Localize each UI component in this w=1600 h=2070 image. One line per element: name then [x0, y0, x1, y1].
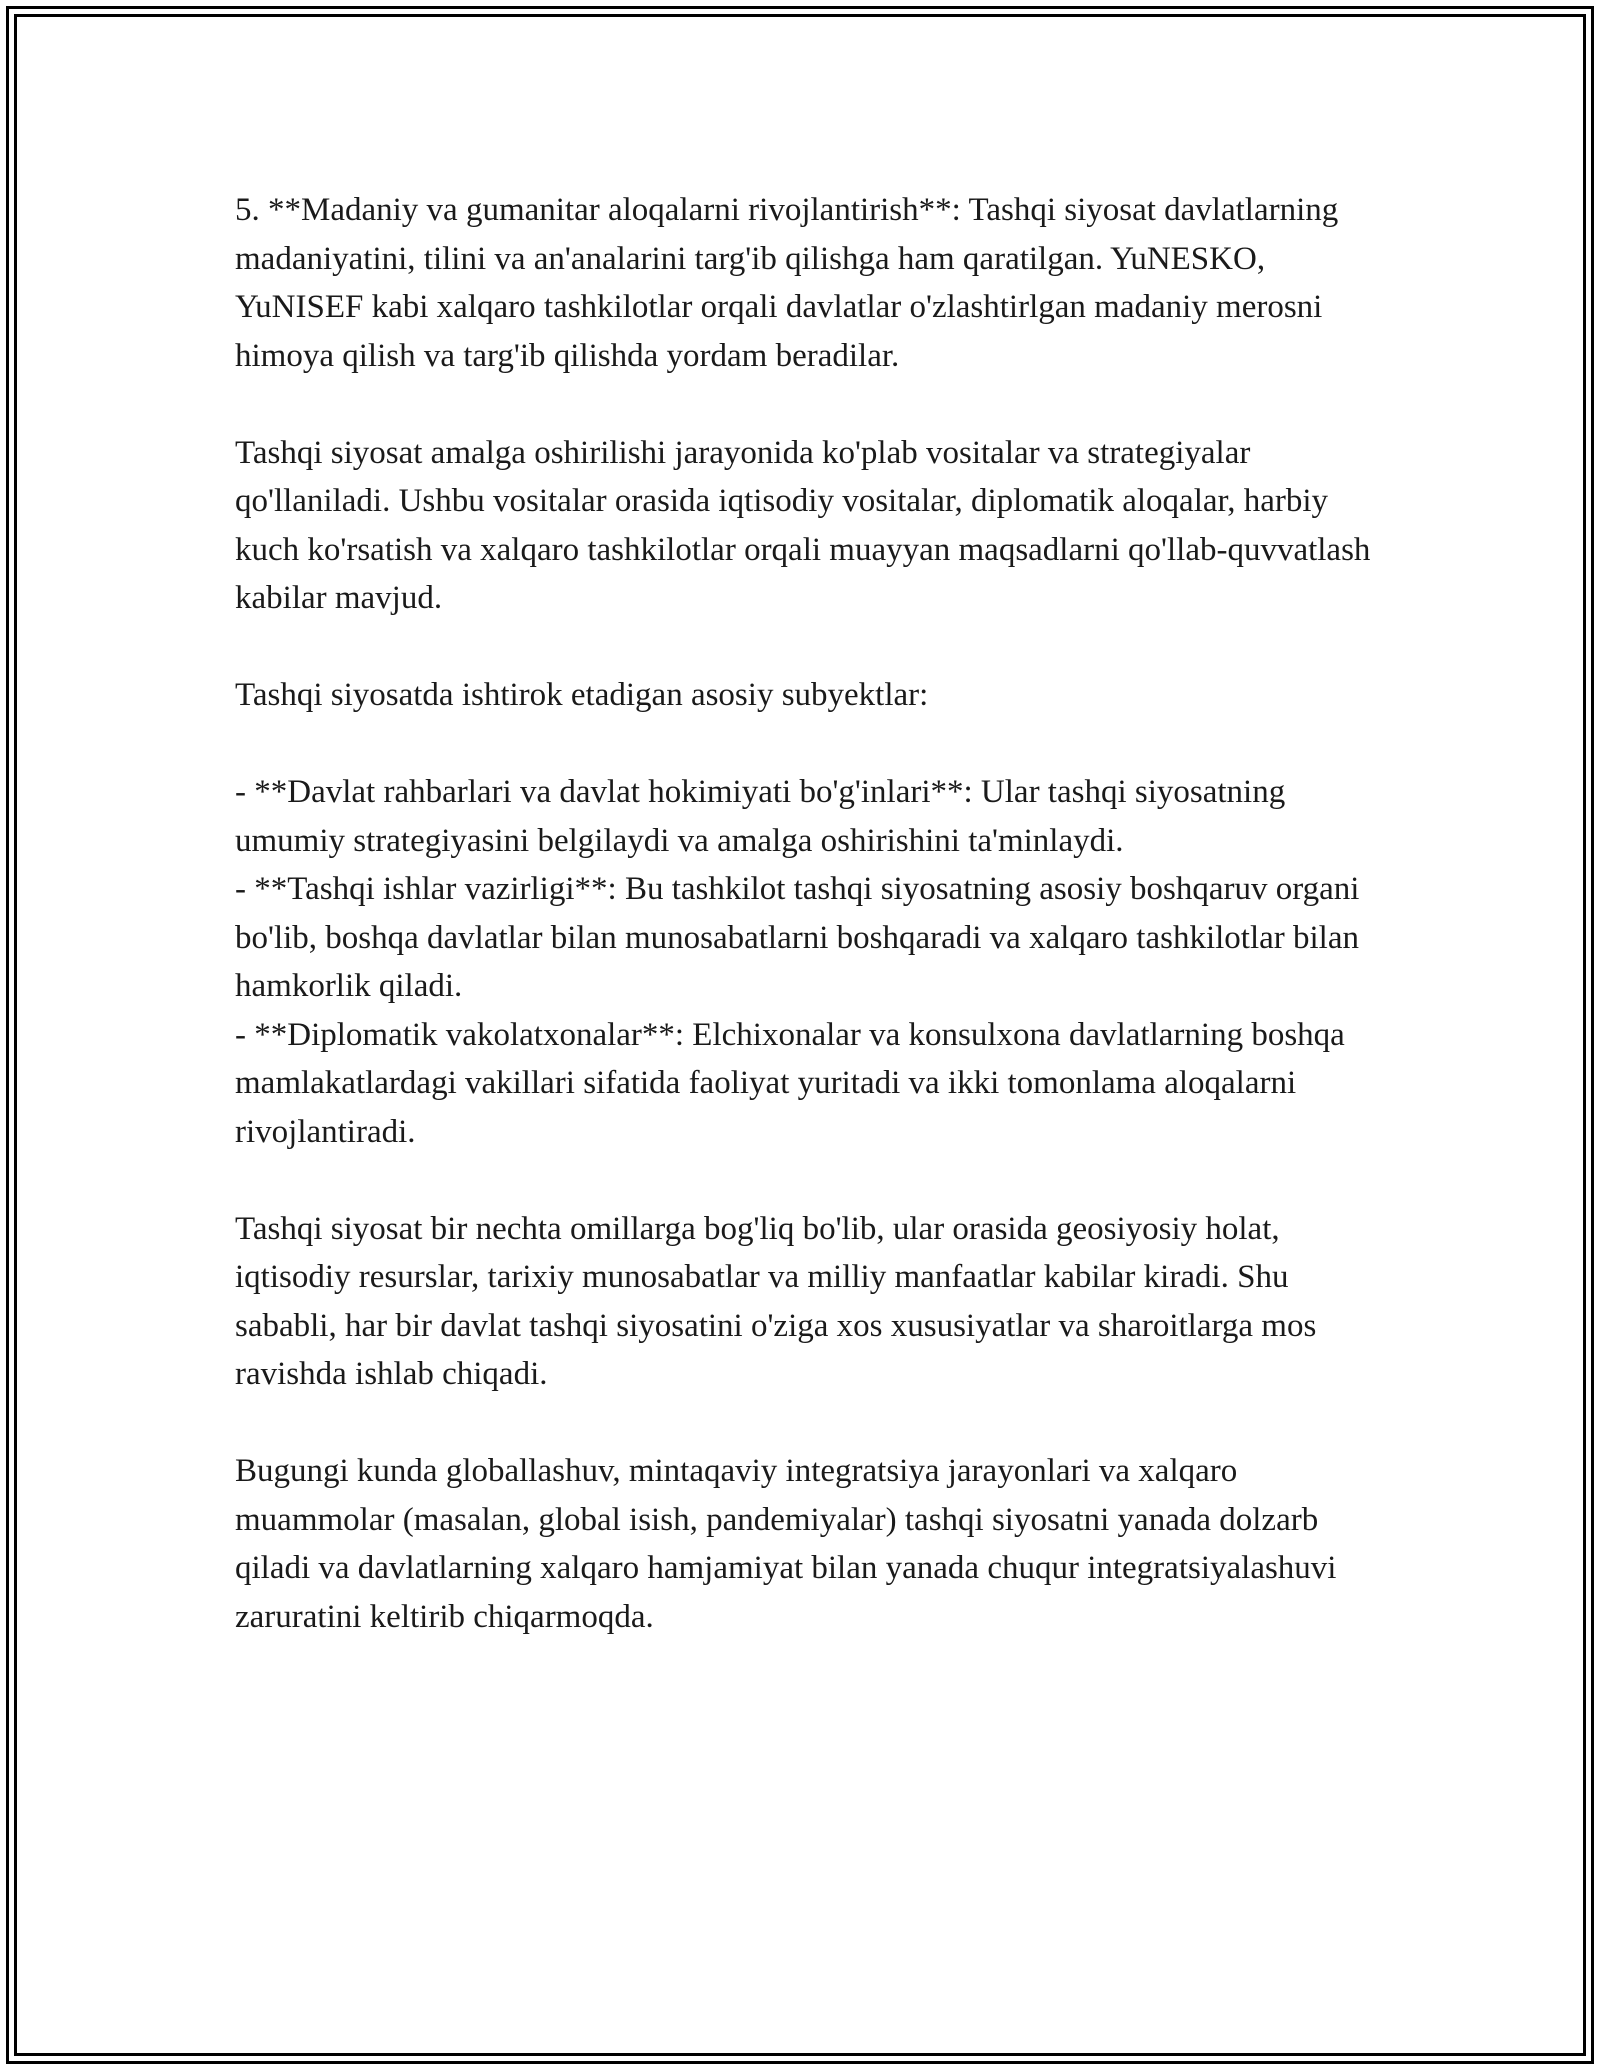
paragraph-spacer [235, 380, 1385, 429]
paragraph-spacer [235, 720, 1385, 769]
list-item-diplomatic-missions: - **Diplomatik vakolatxonalar**: Elchixonalar va konsulxona davlatlarning boshqa mamlakatlardagi vakillari sifatida faoliyat yuritadi va ikki tomonlama aloqalarni rivojlantiradi. [235, 1016, 1345, 1150]
paragraph-spacer [235, 1399, 1385, 1448]
paragraph-spacer [235, 1156, 1385, 1205]
document-body [235, 186, 1385, 1641]
list-item-state-leaders: - **Davlat rahbarlari va davlat hokimiyati bo'g'inlari**: Ular tashqi siyosatning umumiy strategiyasini belgilaydi va amalga oshirishini ta'minlaydi. [235, 774, 1286, 859]
list-item-foreign-ministry: - **Tashqi ishlar vazirligi**: Bu tashkilot tashqi siyosatning asosiy boshqaruv organi bo'lib, boshqa davlatlar bilan munosabatlarni boshqaradi va xalqaro tashkilotlar bilan hamkorlik qiladi. [235, 871, 1360, 1004]
paragraph-globalization: Bugungi kunda globallashuv, mintaqaviy integratsiya jarayonlari va xalqaro muammolar (masalan, global isish, pandemiyalar) tashqi siyosatni yanada dolzarb qiladi va davlatlarning xalqaro hamjamiyat bilan yanada chuqur integratsiyalashuvi zaruratini keltirib chiqarmoqda. [235, 1453, 1337, 1635]
paragraph-cultural-relations: 5. **Madaniy va gumanitar aloqalarni rivojlantirish**: Tashqi siyosat davlatlarning madaniyatini, tilini va an'analarini targ'ib qilishga ham qaratilgan. YuNESKO, YuNISEF kabi xalqaro tashkilotlar orqali davlatlar o'zlashtirlgan madaniy merosni himoya qilish va targ'ib qilishda yordam beradilar. [235, 192, 1339, 374]
paragraph-subjects-intro: Tashqi siyosatda ishtirok etadigan asosiy subyektlar: [235, 677, 929, 713]
paragraph-spacer [235, 623, 1385, 672]
paragraph-tools-strategies: Tashqi siyosat amalga oshirilishi jarayonida ko'plab vositalar va strategiyalar qo'llaniladi. Ushbu vositalar orasida iqtisodiy vositalar, diplomatik aloqalar, harbiy kuch ko'rsatish va xalqaro tashkilotlar orqali muayyan maqsadlarni qo'llab-quvvatlash kabilar mavjud. [235, 434, 1371, 616]
paragraph-factors: Tashqi siyosat bir nechta omillarga bog'liq bo'lib, ular orasida geosiyosiy holat, iqtisodiy resurslar, tarixiy munosabatlar va milliy manfaatlar kabilar kiradi. Shu sababli, har bir davlat tashqi siyosatini o'ziga xos xususiyatlar va sharoitlarga mos ravishda ishlab chiqadi. [235, 1210, 1317, 1392]
